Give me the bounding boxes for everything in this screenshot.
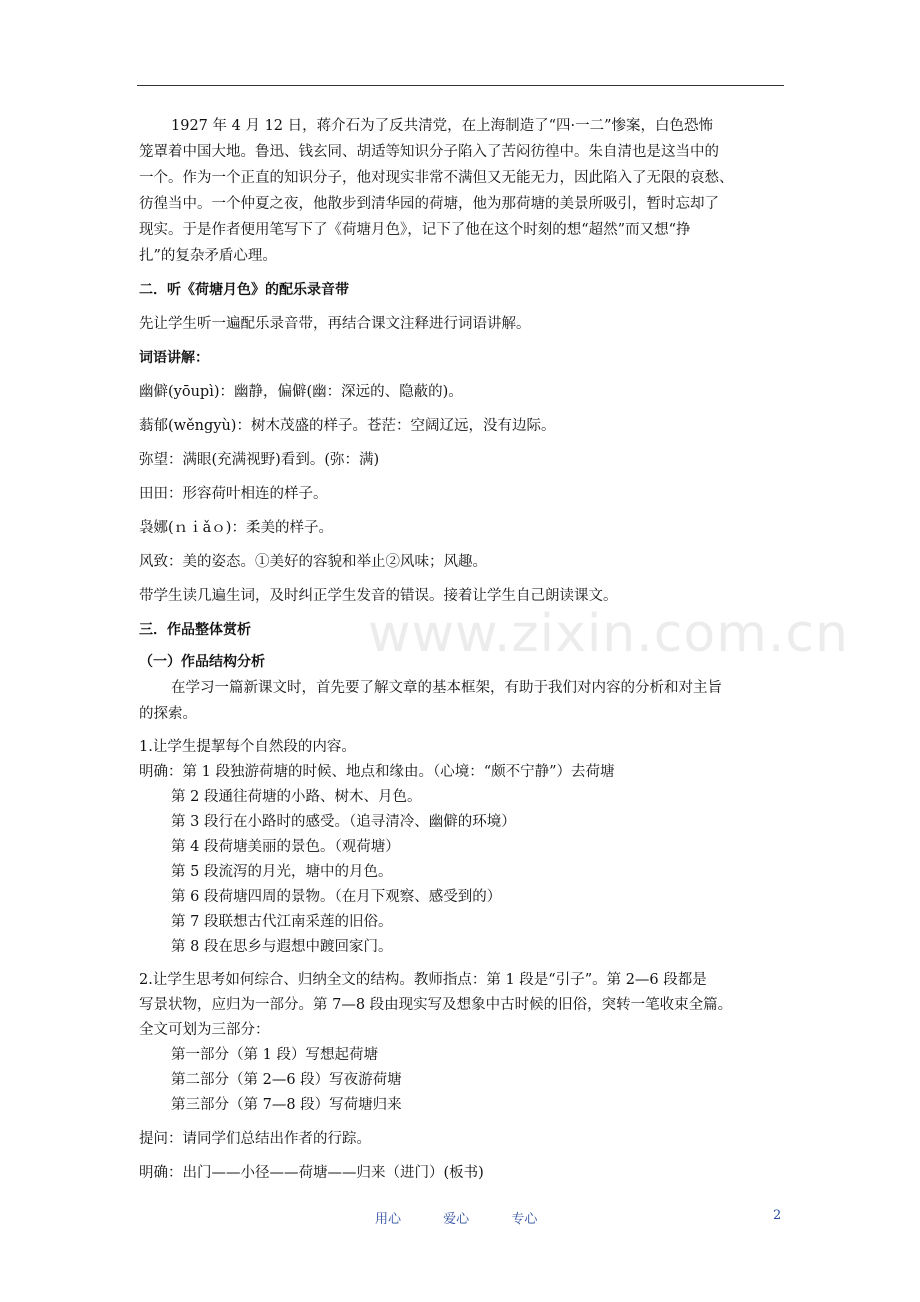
vocab-item: 弥望：满眼(充满视野)看到。(弥：满) bbox=[139, 452, 380, 468]
subsection-line: 在学习一篇新课文时，首先要了解文章的基本框架，有助于我们对内容的分析和对主旨 bbox=[171, 680, 722, 696]
vocab-item: 袅娜(ｎｉǎｏ)：柔美的样子。 bbox=[139, 520, 333, 536]
intro-line: 现实。于是作者便用笔写下了《荷塘月色》，记下了他在这个时刻的想“超然”而又想“挣 bbox=[139, 222, 691, 238]
vocab-item: 蓊郁(wěngyù)：树木茂盛的样子。苍茫：空阔辽远，没有边际。 bbox=[139, 418, 556, 434]
answer-line: 第 8 段在思乡与遐想中踱回家门。 bbox=[171, 939, 393, 955]
answer-line: 第 6 段荷塘四周的景物。（在月下观察、感受到的） bbox=[171, 889, 502, 905]
footer-word: 用心 bbox=[375, 1212, 402, 1227]
structure-part: 第一部分（第 1 段）写想起荷塘 bbox=[171, 1047, 378, 1063]
answer-line: 第 4 段荷塘美丽的景色。（观荷塘） bbox=[171, 839, 400, 855]
section-heading: 三．作品整体赏析 bbox=[139, 622, 251, 638]
document-body bbox=[139, 113, 784, 1186]
intro-line: 一个。作为一个正直的知识分子，他对现实非常不满但又无能无力，因此陷入了无限的哀愁、 bbox=[139, 170, 734, 186]
vocab-item: 幽僻(yōupì)：幽静，偏僻(幽：深远的、隐蔽的)。 bbox=[139, 384, 463, 400]
vocab-item: 田田：形容荷叶相连的样子。 bbox=[139, 486, 328, 502]
header-rule bbox=[137, 85, 784, 86]
answer-line: 第 5 段流泻的月光，塘中的月色。 bbox=[171, 864, 393, 880]
answer-line: 明确：出门——小径——荷塘——归来（进门）(板书) bbox=[139, 1165, 484, 1181]
answer-line: 明确：第 1 段独游荷塘的时候、地点和缘由。（心境：“颇不宁静”）去荷塘 bbox=[139, 764, 615, 780]
vocab-item: 风致：美的姿态。①美好的容貌和举止②风味；风趣。 bbox=[139, 554, 487, 570]
vocab-heading: 词语讲解： bbox=[139, 350, 209, 366]
answer-line: 第 2 段通往荷塘的小路、树木、月色。 bbox=[171, 789, 422, 805]
footer-word: 专心 bbox=[511, 1212, 538, 1227]
footer-word: 爱心 bbox=[443, 1212, 470, 1227]
page-number: 2 bbox=[773, 1208, 782, 1223]
intro-line: 1927 年 4 月 12 日，蒋介石为了反共清党，在上海制造了“四·一二”惨案，白色恐怖 bbox=[171, 118, 714, 134]
intro-line: 彷徨当中。一个仲夏之夜，他散步到清华园的荷塘，他为那荷塘的美景所吸引，暂时忘却了 bbox=[139, 196, 719, 212]
question-2-line: 写景状物，应归为一部分。第 7—8 段由现实写及想象中古时候的旧俗，突转一笔收束全篇。 bbox=[139, 997, 733, 1013]
answer-line: 第 3 段行在小路时的感受。（追寻清冷、幽僻的环境） bbox=[171, 814, 516, 830]
question-2-line: 2.让学生思考如何综合、归纳全文的结构。教师指点：第 1 段是“引子”。第 2—6 段都是 bbox=[139, 972, 707, 988]
structure-part: 第二部分（第 2—6 段）写夜游荷塘 bbox=[171, 1072, 402, 1088]
section-heading: 二．听《荷塘月色》的配乐录音带 bbox=[139, 282, 349, 298]
structure-part: 第三部分（第 7—8 段）写荷塘归来 bbox=[171, 1097, 402, 1113]
footer-motto bbox=[375, 1208, 559, 1227]
subsection-heading: （一）作品结构分析 bbox=[139, 654, 265, 670]
question-2-line: 全文可划为三部分： bbox=[139, 1022, 270, 1038]
watermark: www.zixin.com.cn bbox=[368, 604, 849, 664]
vocab-summary: 带学生读几遍生词，及时纠正学生发音的错误。接着让学生自己朗读课文。 bbox=[139, 588, 618, 604]
answer-line: 第 7 段联想古代江南采莲的旧俗。 bbox=[171, 914, 393, 930]
section-text: 先让学生听一遍配乐录音带，再结合课文注释进行词语讲解。 bbox=[139, 316, 531, 332]
intro-line: 笼罩着中国大地。鲁迅、钱玄同、胡适等知识分子陷入了苦闷彷徨中。朱自清也是这当中的 bbox=[139, 144, 719, 160]
question-1: 1.让学生提挈每个自然段的内容。 bbox=[139, 739, 356, 755]
intro-line: 扎”的复杂矛盾心理。 bbox=[139, 248, 277, 264]
subsection-line: 的探索。 bbox=[139, 706, 197, 722]
intro-paragraph bbox=[139, 113, 784, 269]
question-line: 提问：请同学们总结出作者的行踪。 bbox=[139, 1131, 371, 1147]
